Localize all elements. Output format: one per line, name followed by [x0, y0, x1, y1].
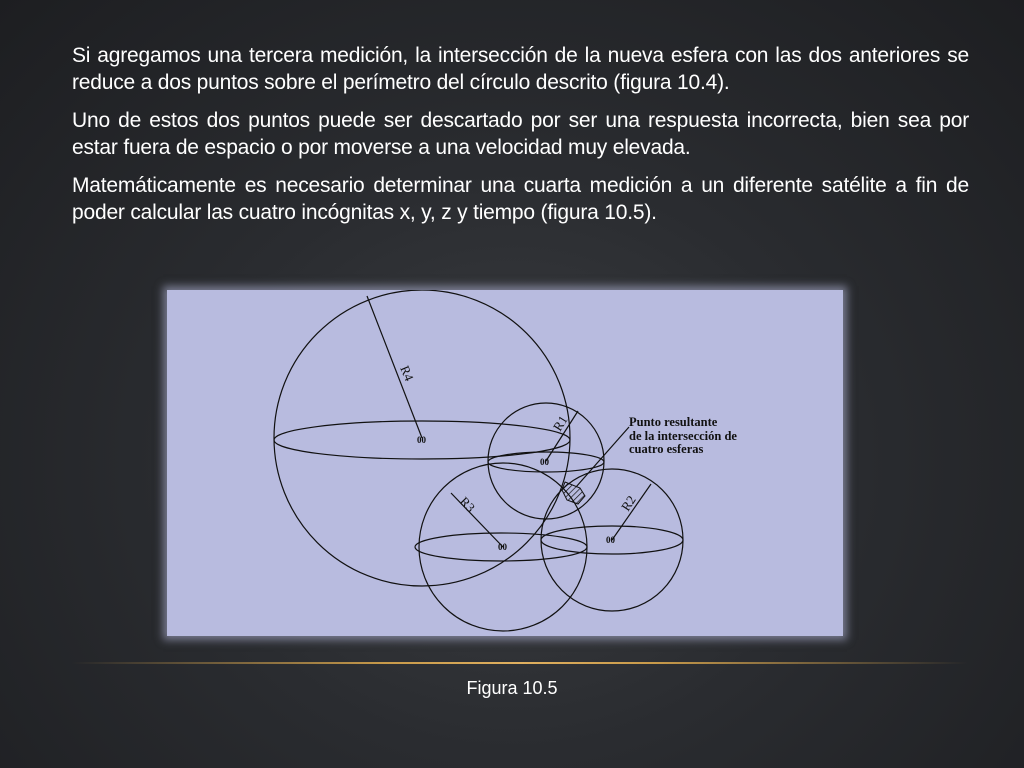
annotation-line-3: cuatro esferas [629, 442, 704, 456]
intersection-point-region [562, 482, 585, 504]
label-r3: R3 [456, 493, 479, 515]
radius-line-r4 [367, 296, 422, 438]
spheres-diagram [167, 290, 843, 636]
slide-text [72, 42, 969, 237]
center-mark-s1: 00 [540, 457, 549, 467]
center-mark-s2: 00 [606, 535, 615, 545]
figure-caption: Figura 10.5 [466, 678, 558, 698]
label-r2: R2 [617, 492, 639, 514]
caption-divider [72, 662, 968, 664]
center-mark-s4: 00 [417, 435, 426, 445]
figure-10-5-diagram [167, 290, 843, 636]
label-r4: R4 [397, 363, 417, 384]
paragraph-2: Uno de estos dos puntos puede ser descartado por ser una respuesta incorrecta, bien sea por estar fuera de espacio o por moverse a una velocidad muy elevada. [72, 109, 969, 159]
paragraph-3: Matemáticamente es necesario determinar una cuarta medición a un diferente satélite a fin de poder calcular las cuatro incógnitas x, y, z y tiempo (figura 10.5). [72, 174, 969, 224]
annotation-leader [576, 427, 629, 487]
center-mark-s3: 00 [498, 542, 507, 552]
annotation-line-2: de la intersección de [629, 429, 737, 443]
annotation-line-1: Punto resultante [629, 415, 718, 429]
paragraph-1: Si agregamos una tercera medición, la intersección de la nueva esfera con las dos anteriores se reduce a dos puntos sobre el perímetro del círculo descrito (figura 10.4). [72, 44, 969, 94]
label-r1: R1 [549, 412, 571, 434]
